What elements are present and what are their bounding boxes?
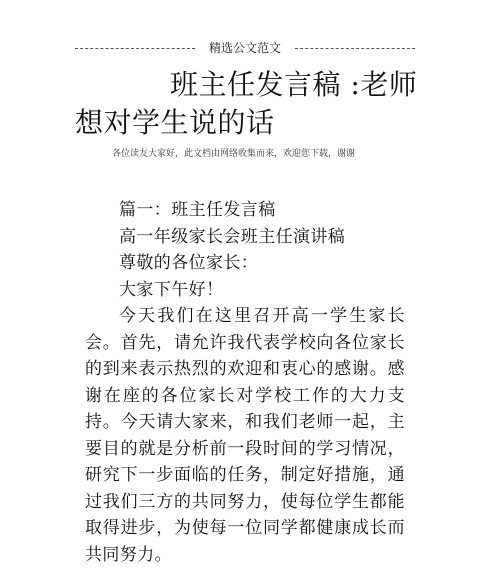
download-notice: 各位读友大家好，此文档由网络收集而来，欢迎您下载，谢谢 bbox=[112, 149, 356, 159]
title-line-1: 班主任发言稿 :老师 bbox=[170, 68, 418, 101]
salutation: 尊敬的各位家长： bbox=[119, 253, 259, 273]
section-heading: 篇一：班主任发言稿 bbox=[119, 200, 276, 220]
document-title bbox=[75, 66, 435, 142]
header-right-rule bbox=[295, 48, 415, 49]
greeting: 大家下午好！ bbox=[119, 279, 224, 300]
header-left-rule bbox=[75, 48, 195, 49]
document-body bbox=[85, 197, 405, 568]
header-label: 精选公文范文 bbox=[209, 40, 282, 55]
page-header bbox=[75, 38, 415, 56]
body-paragraph: 今天我们在这里召开高一学生家长会。首先，请允许我代表学校向各位家长的到来表示热烈的欢迎和衷心的感谢。感谢在座的各位家长对学校工作的大力支持。今天请大家来，和我们老师一起，主要目的就是分析前一段时间的学习情况，研究下一步面临的任务，制定好措施，通过我们三方的共同努力，使每位学生都能取得进步，为使每一位同学都健康成长而共同努力。 bbox=[85, 306, 405, 565]
title-line-2: 想对学生说的话 bbox=[75, 106, 275, 139]
speech-title: 高一年级家长会班主任演讲稿 bbox=[119, 226, 346, 247]
